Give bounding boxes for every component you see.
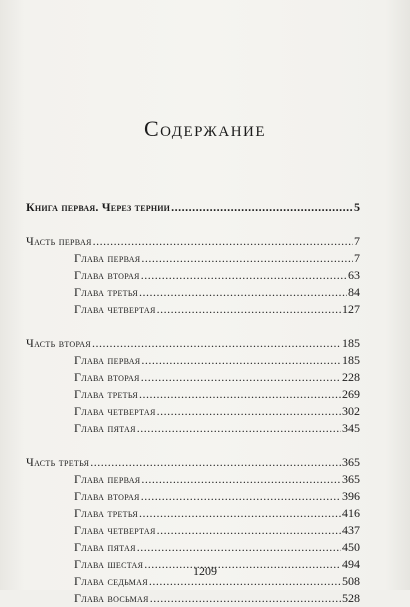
toc-entry-label: Глава четвертая — [74, 523, 156, 537]
toc-chapter-entry[interactable] — [26, 267, 360, 284]
toc-page-number: 63 — [348, 268, 360, 282]
toc-page-number: 7 — [354, 251, 360, 265]
toc-gap — [26, 318, 360, 335]
leader-dots — [139, 505, 341, 522]
toc-page-number: 185 — [342, 336, 360, 350]
toc-chapter-entry[interactable] — [26, 539, 360, 556]
toc-chapter-entry[interactable] — [26, 471, 360, 488]
toc-page-number: 416 — [342, 506, 360, 520]
toc-entry-label: Глава третья — [74, 285, 138, 299]
leader-dots — [157, 522, 341, 539]
toc-book-entry[interactable] — [26, 199, 360, 216]
leader-dots — [92, 335, 341, 352]
toc-page-number: 269 — [342, 387, 360, 401]
leader-dots — [171, 199, 353, 216]
toc-page-number: 127 — [342, 302, 360, 316]
toc-gap — [26, 216, 360, 233]
toc-part-entry[interactable] — [26, 335, 360, 352]
toc-entry-label: Глава четвертая — [74, 404, 156, 418]
toc-entry-label: Глава вторая — [74, 489, 140, 503]
toc-entry-label: Глава первая — [74, 472, 141, 486]
toc-entry-label: Глава пятая — [74, 421, 136, 435]
leader-dots — [150, 590, 341, 607]
toc-entry-label: Глава вторая — [74, 370, 140, 384]
leader-dots — [141, 471, 341, 488]
leader-dots — [137, 420, 341, 437]
leader-dots — [141, 369, 341, 386]
toc-chapter-entry[interactable] — [26, 284, 360, 301]
toc-page-number: 437 — [342, 523, 360, 537]
page-number: 1209 — [193, 564, 217, 578]
toc-page-number: 508 — [342, 574, 360, 588]
toc-chapter-entry[interactable] — [26, 403, 360, 420]
toc-page-number: 302 — [342, 404, 360, 418]
leader-dots — [141, 267, 347, 284]
toc-entry-label: Глава первая — [74, 251, 141, 265]
toc-chapter-entry[interactable] — [26, 505, 360, 522]
table-of-contents — [26, 199, 360, 607]
toc-page-number: 185 — [342, 353, 360, 367]
leader-dots — [139, 386, 341, 403]
toc-entry-label: Глава четвертая — [74, 302, 156, 316]
toc-page-number: 5 — [354, 200, 360, 214]
toc-page-number: 365 — [342, 455, 360, 469]
toc-gap — [26, 437, 360, 454]
leader-dots — [141, 488, 341, 505]
toc-page-number: 345 — [342, 421, 360, 435]
toc-page-number: 396 — [342, 489, 360, 503]
toc-chapter-entry[interactable] — [26, 301, 360, 318]
toc-entry-label: Глава первая — [74, 353, 141, 367]
toc-page-number: 228 — [342, 370, 360, 384]
leader-dots — [137, 539, 341, 556]
toc-entry-label: Глава вторая — [74, 268, 140, 282]
toc-chapter-entry[interactable] — [26, 590, 360, 607]
toc-chapter-entry[interactable] — [26, 250, 360, 267]
leader-dots — [139, 284, 347, 301]
toc-page-number: 7 — [354, 234, 360, 248]
toc-chapter-entry[interactable] — [26, 369, 360, 386]
toc-chapter-entry[interactable] — [26, 522, 360, 539]
leader-dots — [157, 301, 341, 318]
toc-page-number: 450 — [342, 540, 360, 554]
toc-entry-label: Глава третья — [74, 387, 138, 401]
toc-entry-label: Часть третья — [26, 455, 90, 469]
toc-entry-label: Глава седьмая — [74, 574, 148, 588]
toc-chapter-entry[interactable] — [26, 352, 360, 369]
toc-part-entry[interactable] — [26, 233, 360, 250]
toc-entry-label: Книга первая. Через тернии — [26, 200, 171, 214]
toc-page-number: 84 — [348, 285, 360, 299]
leader-dots — [93, 233, 353, 250]
toc-chapter-entry[interactable] — [26, 386, 360, 403]
toc-entry-label: Часть первая — [26, 234, 92, 248]
leader-dots — [141, 352, 341, 369]
toc-entry-label: Глава третья — [74, 506, 138, 520]
toc-entry-label: Часть вторая — [26, 336, 91, 350]
toc-entry-label: Глава пятая — [74, 540, 136, 554]
toc-page-number: 365 — [342, 472, 360, 486]
toc-entry-label: Глава шестая — [74, 557, 144, 571]
page-title: Содержание — [143, 116, 267, 141]
toc-chapter-entry[interactable] — [26, 420, 360, 437]
leader-dots — [141, 250, 353, 267]
toc-page-number: 528 — [342, 591, 360, 605]
leader-dots — [157, 403, 341, 420]
toc-page-number: 494 — [342, 557, 360, 571]
toc-entry-label: Глава восьмая — [74, 591, 149, 605]
toc-part-entry[interactable] — [26, 454, 360, 471]
toc-chapter-entry[interactable] — [26, 488, 360, 505]
leader-dots — [90, 454, 341, 471]
